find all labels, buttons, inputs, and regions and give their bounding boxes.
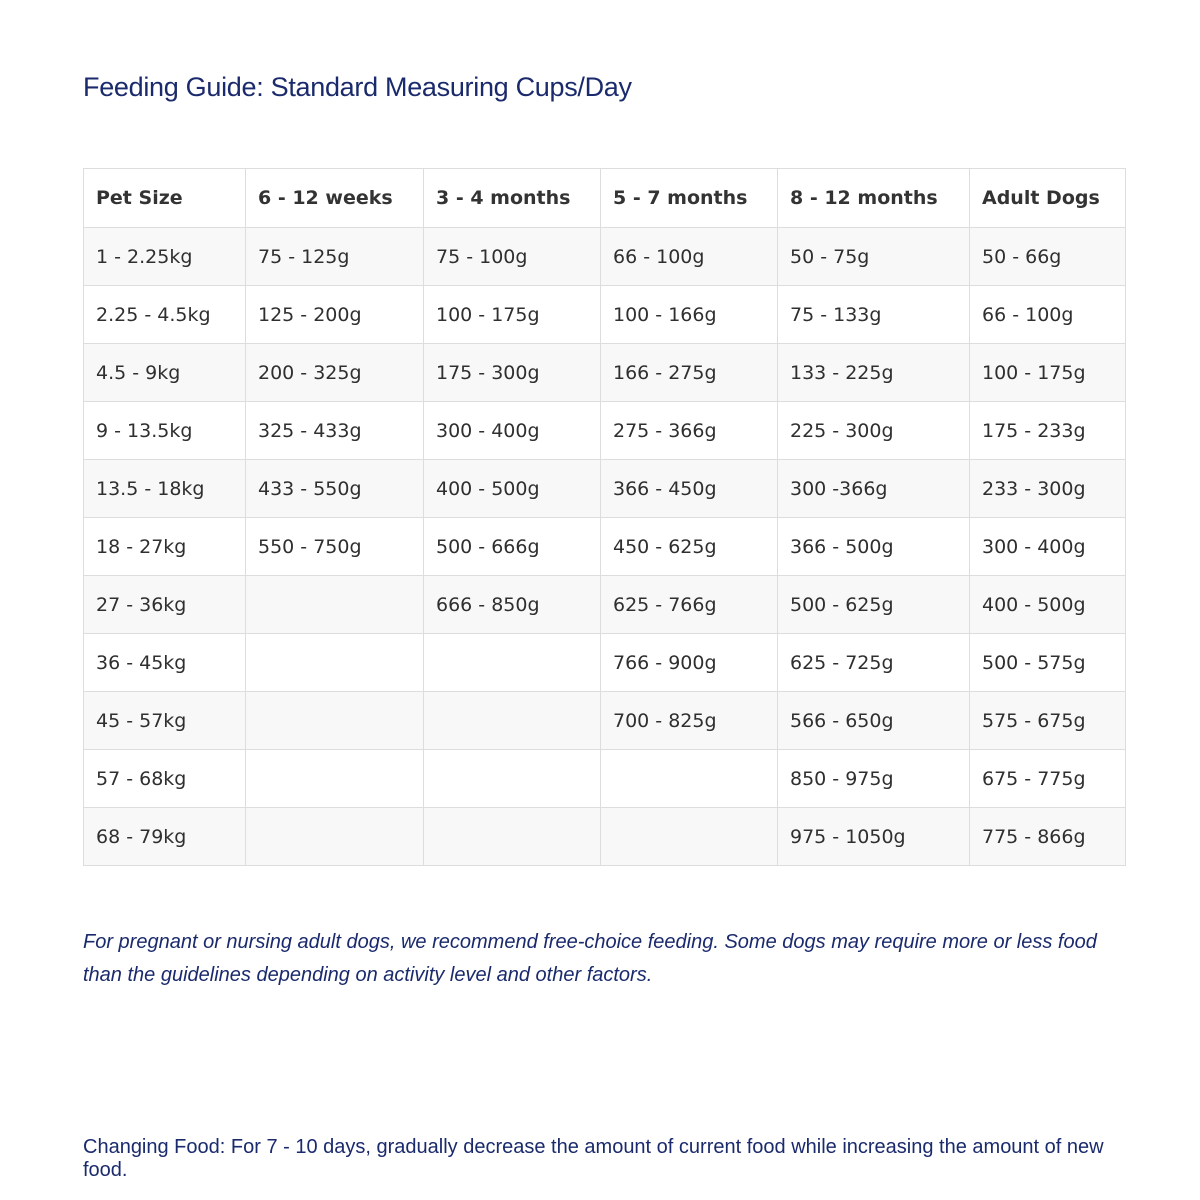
feeding-amount-cell: 450 - 625g (601, 518, 778, 576)
table-row (84, 344, 1126, 402)
feeding-amount-cell: 233 - 300g (970, 460, 1126, 518)
feeding-amount-cell: 175 - 233g (970, 402, 1126, 460)
column-header: 5 - 7 months (601, 169, 778, 228)
table-row (84, 750, 1126, 808)
feeding-amount-cell (246, 576, 424, 634)
feeding-amount-cell: 700 - 825g (601, 692, 778, 750)
pet-size-cell: 18 - 27kg (84, 518, 246, 576)
feeding-amount-cell: 75 - 125g (246, 228, 424, 286)
feeding-amount-cell: 400 - 500g (424, 460, 601, 518)
table-row (84, 228, 1126, 286)
feeding-amount-cell: 766 - 900g (601, 634, 778, 692)
feeding-amount-cell (424, 808, 601, 866)
pet-size-cell: 1 - 2.25kg (84, 228, 246, 286)
pet-size-cell: 68 - 79kg (84, 808, 246, 866)
feeding-amount-cell (246, 750, 424, 808)
feeding-table (83, 168, 1126, 866)
feeding-amount-cell: 400 - 500g (970, 576, 1126, 634)
feeding-amount-cell: 50 - 66g (970, 228, 1126, 286)
feeding-amount-cell: 75 - 100g (424, 228, 601, 286)
feeding-amount-cell: 366 - 500g (778, 518, 970, 576)
feeding-amount-cell: 66 - 100g (970, 286, 1126, 344)
column-header: 3 - 4 months (424, 169, 601, 228)
column-header: Adult Dogs (970, 169, 1126, 228)
table-header-row (84, 169, 1126, 228)
feeding-amount-cell (424, 634, 601, 692)
feeding-amount-cell: 66 - 100g (601, 228, 778, 286)
feeding-amount-cell: 75 - 133g (778, 286, 970, 344)
feeding-amount-cell (246, 692, 424, 750)
feeding-amount-cell: 566 - 650g (778, 692, 970, 750)
pet-size-cell: 13.5 - 18kg (84, 460, 246, 518)
changing-food-text: Changing Food: For 7 - 10 days, gradually decrease the amount of current food while increasing the amount of new food. (83, 1136, 1104, 1181)
feeding-amount-cell: 100 - 166g (601, 286, 778, 344)
pet-size-cell: 36 - 45kg (84, 634, 246, 692)
feeding-amount-cell (424, 692, 601, 750)
feeding-amount-cell: 300 - 400g (970, 518, 1126, 576)
table-body (84, 228, 1126, 866)
table-row (84, 808, 1126, 866)
feeding-amount-cell: 275 - 366g (601, 402, 778, 460)
pet-size-cell: 27 - 36kg (84, 576, 246, 634)
feeding-amount-cell: 675 - 775g (970, 750, 1126, 808)
table-row (84, 286, 1126, 344)
feeding-amount-cell: 850 - 975g (778, 750, 970, 808)
pet-size-cell: 4.5 - 9kg (84, 344, 246, 402)
feeding-amount-cell: 575 - 675g (970, 692, 1126, 750)
feeding-note: For pregnant or nursing adult dogs, we recommend free-choice feeding. Some dogs may require more or less food than the guidelines depending on activity level and other factors. (83, 931, 1097, 986)
table-row (84, 460, 1126, 518)
page-title: Feeding Guide: Standard Measuring Cups/Day (83, 72, 632, 102)
feeding-amount-cell: 133 - 225g (778, 344, 970, 402)
feeding-amount-cell (246, 808, 424, 866)
feeding-amount-cell (601, 750, 778, 808)
pet-size-cell: 9 - 13.5kg (84, 402, 246, 460)
feeding-amount-cell: 775 - 866g (970, 808, 1126, 866)
feeding-amount-cell: 125 - 200g (246, 286, 424, 344)
feeding-amount-cell (424, 750, 601, 808)
feeding-amount-cell (246, 634, 424, 692)
feeding-amount-cell: 433 - 550g (246, 460, 424, 518)
pet-size-cell: 2.25 - 4.5kg (84, 286, 246, 344)
column-header: 6 - 12 weeks (246, 169, 424, 228)
pet-size-cell: 45 - 57kg (84, 692, 246, 750)
feeding-amount-cell: 300 - 400g (424, 402, 601, 460)
feeding-amount-cell: 325 - 433g (246, 402, 424, 460)
feeding-amount-cell: 366 - 450g (601, 460, 778, 518)
table-row (84, 518, 1126, 576)
feeding-amount-cell: 225 - 300g (778, 402, 970, 460)
feeding-amount-cell (601, 808, 778, 866)
table-header (84, 169, 1126, 228)
table-row (84, 634, 1126, 692)
feeding-amount-cell: 500 - 625g (778, 576, 970, 634)
table-row (84, 692, 1126, 750)
feeding-amount-cell: 625 - 725g (778, 634, 970, 692)
column-header: 8 - 12 months (778, 169, 970, 228)
column-header: Pet Size (84, 169, 246, 228)
feeding-amount-cell: 500 - 666g (424, 518, 601, 576)
feeding-amount-cell: 175 - 300g (424, 344, 601, 402)
feeding-amount-cell: 300 -366g (778, 460, 970, 518)
feeding-table-container (83, 168, 1125, 866)
feeding-amount-cell: 100 - 175g (424, 286, 601, 344)
table-row (84, 576, 1126, 634)
feeding-amount-cell: 500 - 575g (970, 634, 1126, 692)
feeding-amount-cell: 50 - 75g (778, 228, 970, 286)
pet-size-cell: 57 - 68kg (84, 750, 246, 808)
feeding-amount-cell: 666 - 850g (424, 576, 601, 634)
feeding-amount-cell: 975 - 1050g (778, 808, 970, 866)
feeding-amount-cell: 550 - 750g (246, 518, 424, 576)
feeding-amount-cell: 200 - 325g (246, 344, 424, 402)
feeding-amount-cell: 100 - 175g (970, 344, 1126, 402)
table-row (84, 402, 1126, 460)
feeding-amount-cell: 625 - 766g (601, 576, 778, 634)
feeding-amount-cell: 166 - 275g (601, 344, 778, 402)
